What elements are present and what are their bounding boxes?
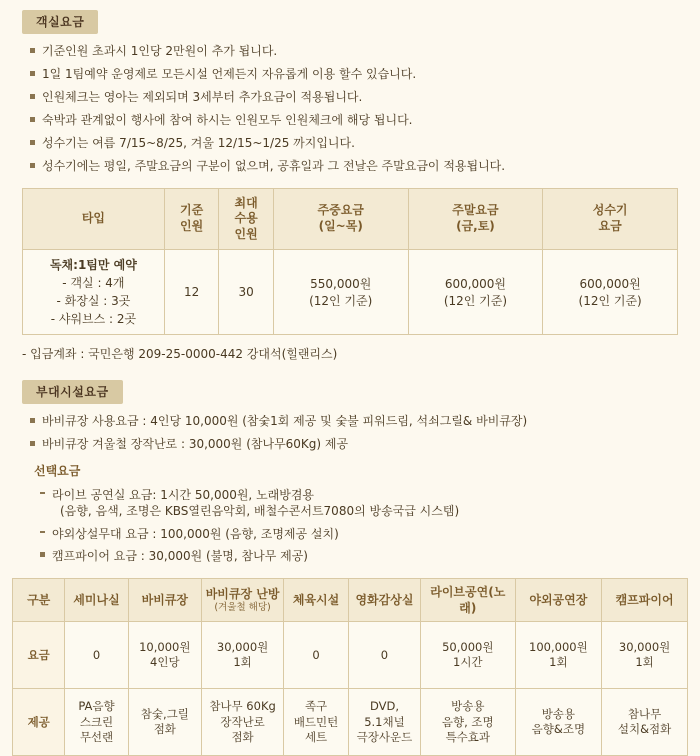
- col-max-people: 최대 수용 인원: [219, 189, 274, 250]
- col-division: 구분: [13, 578, 65, 621]
- list-item: 캠프파이어 요금 : 30,000원 (불명, 참나무 제공): [40, 548, 700, 564]
- cell-campfire-provided: 참나무 설치&점화: [602, 689, 688, 756]
- cell-live-provided: 방송용 음향, 조명 특수효과: [420, 689, 515, 756]
- cell-seminar-provided: PA음향 스크린 무선랜: [65, 689, 128, 756]
- table-header-row: [13, 578, 688, 621]
- col-sports: 체육시설: [284, 578, 349, 621]
- row-label-fee: 요금: [13, 622, 65, 689]
- col-cinema: 영화감상실: [348, 578, 420, 621]
- list-item: 라이브 공연실 요금: 1시간 50,000원, 노래방겸용 (음향, 음색, 조명은 KBS열린음악회, 배철수콘서트7080의 방송국급 시스템): [40, 487, 700, 519]
- room-section-header: [22, 10, 700, 34]
- cell-cinema-provided: DVD, 5.1채널 극장사운드: [348, 689, 420, 756]
- cell-bbq-heating-provided: 참나무 60Kg 장작난로 점화: [201, 689, 283, 756]
- table-row: [23, 250, 678, 335]
- cell-max-people: 30: [219, 250, 274, 335]
- cell-campfire-fee: 30,000원 1회: [602, 622, 688, 689]
- list-item: 야외상설무대 요금 : 100,000원 (음향, 조명제공 설치): [40, 526, 700, 542]
- cell-room-type: 독채:1팀만 예약 - 객실 : 4개 - 화장실 : 3곳 - 샤워브스 : 2곳: [23, 250, 165, 335]
- cell-cinema-fee: 0: [348, 622, 420, 689]
- col-bbq-heating: 바비큐장 난방 (겨울철 해당): [201, 578, 283, 621]
- room-notes-list: [0, 44, 700, 174]
- table-row: [13, 689, 688, 756]
- facility-section-header: [22, 380, 700, 404]
- bank-account-info: - 입금계좌 : 국민은행 209-25-0000-442 강대석(힐랜리스): [22, 347, 338, 361]
- table-row: [13, 622, 688, 689]
- optional-fee-list: [0, 487, 700, 564]
- list-item: 성수기에는 평일, 주말요금의 구분이 없으며, 공휴일과 그 전날은 주말요금이 적용됩니다.: [30, 159, 700, 174]
- optional-fee-title: 선택요금: [34, 464, 81, 479]
- cell-outdoor-stage-provided: 방송용 음향&조명: [515, 689, 602, 756]
- cell-seminar-fee: 0: [65, 622, 128, 689]
- list-item: 1일 1팀예약 운영제로 모든시설 언제든지 자유롭게 이용 할수 있습니다.: [30, 67, 700, 82]
- col-base-people: 기준 인원: [164, 189, 219, 250]
- col-peak: 성수기 요금: [543, 189, 678, 250]
- table-header-row: [23, 189, 678, 250]
- list-item: 기준인원 초과시 1인당 2만원이 추가 됩니다.: [30, 44, 700, 59]
- list-item: 성수기는 여름 7/15~8/25, 겨울 12/15~1/25 까지입니다.: [30, 136, 700, 151]
- cell-bbq-heating-fee: 30,000원 1회: [201, 622, 283, 689]
- room-badge: 객실요금: [22, 10, 98, 34]
- list-item: 인원체크는 영아는 제외되며 3세부터 추가요금이 적용됩니다.: [30, 90, 700, 105]
- col-weekday: 주중요금 (일~목): [273, 189, 408, 250]
- price-page: [0, 10, 700, 745]
- cell-peak-price: 600,000원 (12인 기준): [543, 250, 678, 335]
- facility-badge: 부대시설요금: [22, 380, 123, 404]
- list-item: 바비큐장 사용요금 : 4인당 10,000원 (참숯1회 제공 및 숯불 피워드림, 석쇠그릴& 바비큐장): [30, 414, 700, 430]
- cell-weekday-price: 550,000원 (12인 기준): [273, 250, 408, 335]
- col-weekend: 주말요금 (금,토): [408, 189, 543, 250]
- list-item: 바비큐장 겨울철 장작난로 : 30,000원 (참나무60Kg) 제공: [30, 437, 700, 453]
- facility-price-table: [12, 578, 688, 756]
- room-price-table: [22, 188, 678, 335]
- facility-notes-list: [0, 414, 700, 452]
- col-campfire: 캠프파이어: [602, 578, 688, 621]
- row-label-provided: 제공: [13, 689, 65, 756]
- cell-outdoor-stage-fee: 100,000원 1회: [515, 622, 602, 689]
- list-item: 숙박과 관계없이 행사에 참여 하시는 인원모두 인원체크에 해당 됩니다.: [30, 113, 700, 128]
- col-outdoor-stage: 야외공연장: [515, 578, 602, 621]
- col-seminar: 세미나실: [65, 578, 128, 621]
- cell-base-people: 12: [164, 250, 219, 335]
- cell-sports-fee: 0: [284, 622, 349, 689]
- cell-bbq-provided: 참숯,그릴 점화: [128, 689, 201, 756]
- col-type: 타입: [23, 189, 165, 250]
- cell-sports-provided: 족구 배드민턴 세트: [284, 689, 349, 756]
- cell-weekend-price: 600,000원 (12인 기준): [408, 250, 543, 335]
- col-live: 라이브공연(노래): [420, 578, 515, 621]
- cell-bbq-fee: 10,000원 4인당: [128, 622, 201, 689]
- col-bbq: 바비큐장: [128, 578, 201, 621]
- cell-live-fee: 50,000원 1시간: [420, 622, 515, 689]
